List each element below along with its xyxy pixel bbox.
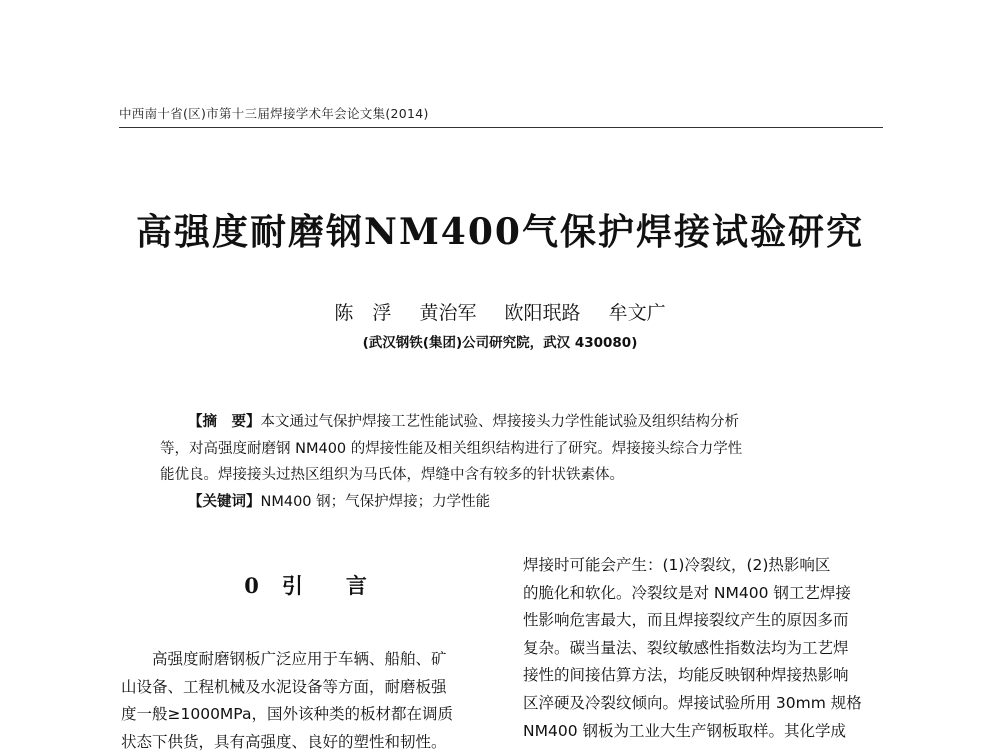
section-number: 0 [244, 573, 260, 598]
section-heading [121, 570, 491, 600]
section-title-part: 言 [345, 573, 368, 598]
keywords-label: 【关键词】 [188, 493, 261, 510]
body-line: 焊接时可能会产生：(1)冷裂纹，(2)热影响区 [523, 556, 831, 574]
keywords-line [160, 489, 860, 516]
body-line: 度一般≥1000MPa，国外该种类的板材都在调质 [121, 705, 453, 724]
body-line: 区淬硬及冷裂纹倾向。焊接试验所用 30mm 规格 [523, 693, 862, 712]
abstract-line: 等，对高强度耐磨钢 NM400 的焊接性能及相关组织结构进行了研究。焊接接头综合力学性 [160, 440, 743, 457]
author-name: 黄治军 [419, 302, 477, 324]
running-header: 中西南十省(区)市第十三届焊接学术年会论文集(2014) [119, 106, 429, 121]
body-line: 的脆化和软化。冷裂纹是对 NM400 钢工艺焊接 [523, 583, 851, 602]
keywords-text: NM400 钢；气保护焊接；力学性能 [260, 493, 491, 510]
body-line: NM400 钢板为工业大生产钢板取样。其化学成 [523, 721, 846, 740]
author-list [0, 298, 1000, 325]
abstract-text: 本文通过气保护焊接工艺性能试验、焊接接头力学性能试验及组织结构分析 [260, 414, 739, 430]
body-line: 山设备、工程机械及水泥设备等方面，耐磨板强 [121, 677, 447, 696]
body-line: 接性的间接估算方法，均能反映钢种焊接热影响 [523, 666, 849, 685]
section-title-part: 引 [281, 573, 304, 598]
abstract [160, 409, 860, 515]
author-name: 欧阳珉路 [504, 302, 581, 324]
body-line: 高强度耐磨钢板广泛应用于车辆、船舶、矿 [152, 650, 447, 668]
header-rule [119, 127, 883, 128]
author-name: 陈 浮 [334, 302, 392, 324]
body-line: 复杂。碳当量法、裂纹敏感性指数法均为工艺焊 [523, 638, 849, 657]
abstract-line: 能优良。焊接接头过热区组织为马氏体，焊缝中含有较多的针状铁素体。 [160, 467, 624, 483]
abstract-line [160, 409, 860, 436]
body-line: 状态下供货，具有高强度、良好的塑性和韧性。 [121, 732, 447, 751]
affiliation: (武汉钢铁(集团)公司研究院，武汉 430080) [362, 335, 638, 351]
paper-title: 高强度耐磨钢NM400气保护焊接试验研究 [136, 211, 864, 253]
left-column [121, 570, 491, 756]
abstract-label: 【摘 要】 [188, 414, 261, 430]
body-paragraph [121, 646, 491, 756]
body-paragraph [523, 552, 893, 745]
right-column [523, 552, 893, 745]
author-name: 牟文广 [608, 302, 666, 324]
body-line: 性影响危害最大，而且焊接裂纹产生的原因多而 [523, 611, 849, 630]
